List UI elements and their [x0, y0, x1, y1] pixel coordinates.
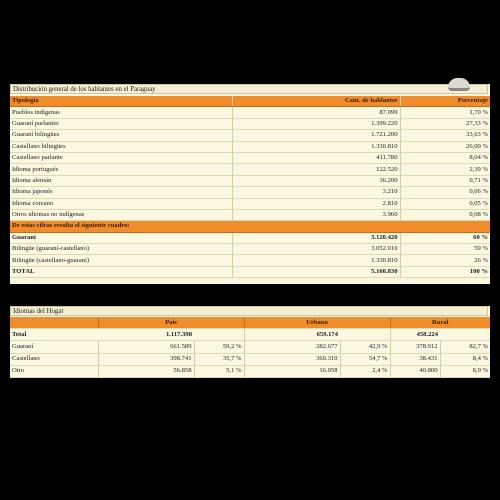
speakers-cell: 1.399.220 — [232, 118, 400, 129]
count-cell: 398.741 — [98, 353, 194, 365]
percent-cell: 54,7 % — [340, 353, 390, 365]
percentage-cell: 1,70 % — [400, 107, 490, 118]
percent-cell: 82,7 % — [440, 341, 490, 353]
percent-cell: 8,9 % — [440, 365, 490, 377]
percent-cell: 42,9 % — [340, 341, 390, 353]
total-urban: 659.174 — [244, 329, 340, 341]
summary-row — [10, 244, 490, 255]
percentage-cell: 59 % — [400, 244, 490, 255]
typology-cell: Castellano bilingües — [10, 141, 232, 152]
table-caption: Idiomas del Hogar — [10, 306, 488, 316]
total-speakers: 5.160.830 — [232, 266, 400, 277]
language-cell: Guaraní — [10, 341, 98, 353]
percentage-cell: 26 % — [400, 255, 490, 266]
speakers-cell: 3.052.010 — [232, 244, 400, 255]
header-blank — [10, 317, 98, 329]
typology-cell: Bilingüe (guaraní-castellano) — [10, 244, 232, 255]
header-urban: Urbana — [244, 317, 390, 329]
summary-row — [10, 255, 490, 266]
percent-cell: 8,4 % — [440, 353, 490, 365]
table-row — [10, 118, 490, 129]
count-cell: 378.912 — [390, 341, 440, 353]
percent-cell: 2,4 % — [340, 365, 390, 377]
total-rural: 458.224 — [390, 329, 440, 341]
blank-cell — [340, 329, 390, 341]
percent-cell: 5,1 % — [194, 365, 244, 377]
typology-cell: Idioma alemán — [10, 175, 232, 186]
total-country: 1.117.398 — [98, 329, 194, 341]
percentage-cell: 8,04 % — [400, 152, 490, 163]
percentage-cell: 26,00 % — [400, 141, 490, 152]
blank-cell — [194, 329, 244, 341]
language-cell: Castellano — [10, 353, 98, 365]
mouse-icon — [448, 78, 470, 91]
total-percentage: 100 % — [400, 266, 490, 277]
table-header-row — [10, 317, 490, 329]
home-languages-table — [10, 306, 490, 378]
speakers-cell: 3.960 — [232, 209, 400, 220]
table-caption: Distribución general de los hablantes en el Paraguay — [10, 84, 488, 94]
count-cell: 360.310 — [244, 353, 340, 365]
table-header-row — [10, 96, 490, 107]
table-row — [10, 365, 490, 377]
subheader-cell: De estas cifras resulta el siguiente cuadro: — [10, 221, 490, 232]
count-cell: 16.058 — [244, 365, 340, 377]
typology-cell: Guaraní parlantes — [10, 118, 232, 129]
header-typology: Tipología — [10, 96, 232, 107]
typology-cell: Otros idiomas no indígenas — [10, 209, 232, 220]
typology-cell: Guaraní bilingües — [10, 130, 232, 141]
header-country: País — [98, 317, 244, 329]
speakers-cell: 87.099 — [232, 107, 400, 118]
table-row — [10, 353, 490, 365]
header-percentage: Porcentaje — [400, 96, 490, 107]
speakers-cell: 411.780 — [232, 152, 400, 163]
typology-cell: Bilingüe (castellano-guaraní) — [10, 255, 232, 266]
table-row — [10, 141, 490, 152]
speakers-cell: 3.210 — [232, 187, 400, 198]
table-row — [10, 130, 490, 141]
speakers-cell: 3.120.420 — [232, 232, 400, 243]
count-cell: 661.589 — [98, 341, 194, 353]
speakers-distribution-table — [10, 84, 490, 284]
percentage-cell: 27,33 % — [400, 118, 490, 129]
summary-row — [10, 232, 490, 243]
blank-cell — [440, 329, 490, 341]
percentage-cell: 0,08 % — [400, 209, 490, 220]
table-row — [10, 198, 490, 209]
subheader-row — [10, 221, 490, 232]
typology-cell: Idioma coreano — [10, 198, 232, 209]
count-cell: 56.858 — [98, 365, 194, 377]
speakers-cell: 1.721.200 — [232, 130, 400, 141]
typology-cell: Idioma portugués — [10, 164, 232, 175]
percentage-cell: 2,39 % — [400, 164, 490, 175]
table-row — [10, 187, 490, 198]
speakers-cell: 1.330.810 — [232, 255, 400, 266]
typology-cell: Castellano parlante — [10, 152, 232, 163]
typology-cell: Guaraní — [10, 232, 232, 243]
total-label: Total — [10, 329, 98, 341]
header-rural: Rural — [390, 317, 490, 329]
table-row — [10, 152, 490, 163]
typology-cell: Pueblos indígenas — [10, 107, 232, 118]
header-speakers: Cant. de hablantes — [232, 96, 400, 107]
typology-cell: Idioma japonés — [10, 187, 232, 198]
table-row — [10, 175, 490, 186]
table-row — [10, 209, 490, 220]
percent-cell: 59,2 % — [194, 341, 244, 353]
count-cell: 38.431 — [390, 353, 440, 365]
speakers-cell: 36.200 — [232, 175, 400, 186]
total-row — [10, 329, 490, 341]
count-cell: 40.800 — [390, 365, 440, 377]
total-row — [10, 266, 490, 277]
percentage-cell: 60 % — [400, 232, 490, 243]
total-label: TOTAL — [10, 266, 232, 277]
language-cell: Otro — [10, 365, 98, 377]
table-row — [10, 164, 490, 175]
percentage-cell: 33,63 % — [400, 130, 490, 141]
speakers-cell: 1.330.810 — [232, 141, 400, 152]
table-row — [10, 107, 490, 118]
table-row — [10, 341, 490, 353]
percentage-cell: 0,71 % — [400, 175, 490, 186]
percentage-cell: 0,06 % — [400, 187, 490, 198]
percent-cell: 35,7 % — [194, 353, 244, 365]
speakers-cell: 122.520 — [232, 164, 400, 175]
count-cell: 282.677 — [244, 341, 340, 353]
percentage-cell: 0,05 % — [400, 198, 490, 209]
speakers-cell: 2.810 — [232, 198, 400, 209]
